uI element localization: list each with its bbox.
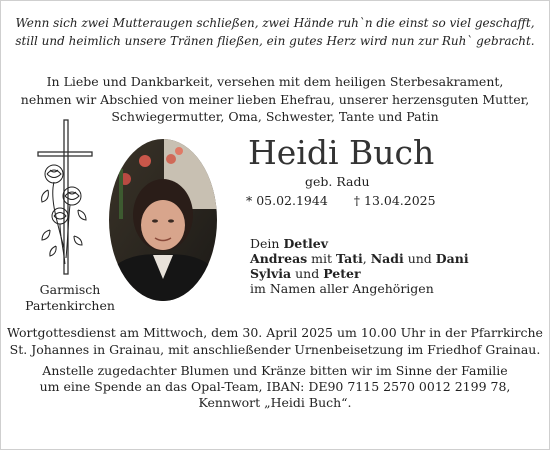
family-list — [250, 236, 469, 296]
place-line-1: Garmisch — [39, 282, 101, 297]
family-line-1 — [250, 236, 469, 251]
quote-line-2: still und heimlich unsere Tränen fließen, ein gutes Herz wird nun zur Ruh` gebracht. — [15, 34, 535, 48]
cross-with-roses-icon — [30, 118, 100, 278]
place-line-2: Partenkirchen — [25, 298, 115, 313]
birth-date: * 05.02.1944 — [246, 193, 328, 208]
family-line-4: im Namen aller Angehörigen — [250, 281, 434, 296]
family-text: und — [403, 251, 436, 266]
portrait-photo — [109, 139, 217, 301]
family-member: Sylvia — [250, 266, 292, 281]
quote-line-1: Wenn sich zwei Mutteraugen schließen, zwei Hände ruh`n die einst so viel geschafft, — [15, 16, 535, 30]
place-label — [10, 282, 130, 314]
service-line-1: Wortgottesdienst am Mittwoch, dem 30. April 2025 um 10.00 Uhr in der Pfarrkirche — [7, 325, 543, 340]
death-date: † 13.04.2025 — [353, 193, 436, 208]
donation-line-1: Anstelle zugedachter Blumen und Kränze bitten wir im Sinne der Familie — [42, 363, 508, 378]
family-member: Tati — [336, 251, 363, 266]
family-text: mit — [307, 251, 337, 266]
family-line-3 — [250, 266, 469, 281]
family-member: Detlev — [283, 236, 328, 251]
family-text: Dein — [250, 236, 284, 251]
service-line-2: St. Johannes in Grainau, mit anschließender Urnenbeisetzung im Friedhof Grainau. — [9, 342, 541, 357]
life-dates — [246, 193, 462, 208]
donation-line-2: um eine Spende an das Opal-Team, IBAN: DE90 7115 2570 0012 2199 78, — [39, 379, 511, 394]
family-member: Peter — [323, 266, 361, 281]
birth-name: geb. Radu — [305, 174, 370, 189]
family-text: , — [362, 251, 371, 266]
family-member: Dani — [435, 251, 469, 266]
intro-line-1: In Liebe und Dankbarkeit, versehen mit dem heiligen Sterbesakrament, — [46, 74, 504, 89]
family-text: und — [291, 266, 324, 281]
intro-line-2: nehmen wir Abschied von meiner lieben Ehefrau, unserer herzensguten Mutter, — [20, 91, 530, 107]
memorial-quote — [0, 14, 550, 50]
intro-line-3: Schwiegermutter, Oma, Schwester, Tante und Patin — [111, 109, 439, 124]
family-member: Andreas — [250, 251, 308, 266]
deceased-name: Heidi Buch — [248, 133, 435, 172]
service-info — [0, 324, 550, 358]
family-line-2 — [250, 251, 469, 266]
family-member: Nadi — [370, 251, 404, 266]
donation-line-3: Kennwort „Heidi Buch“. — [198, 395, 352, 410]
donation-info — [0, 363, 550, 411]
